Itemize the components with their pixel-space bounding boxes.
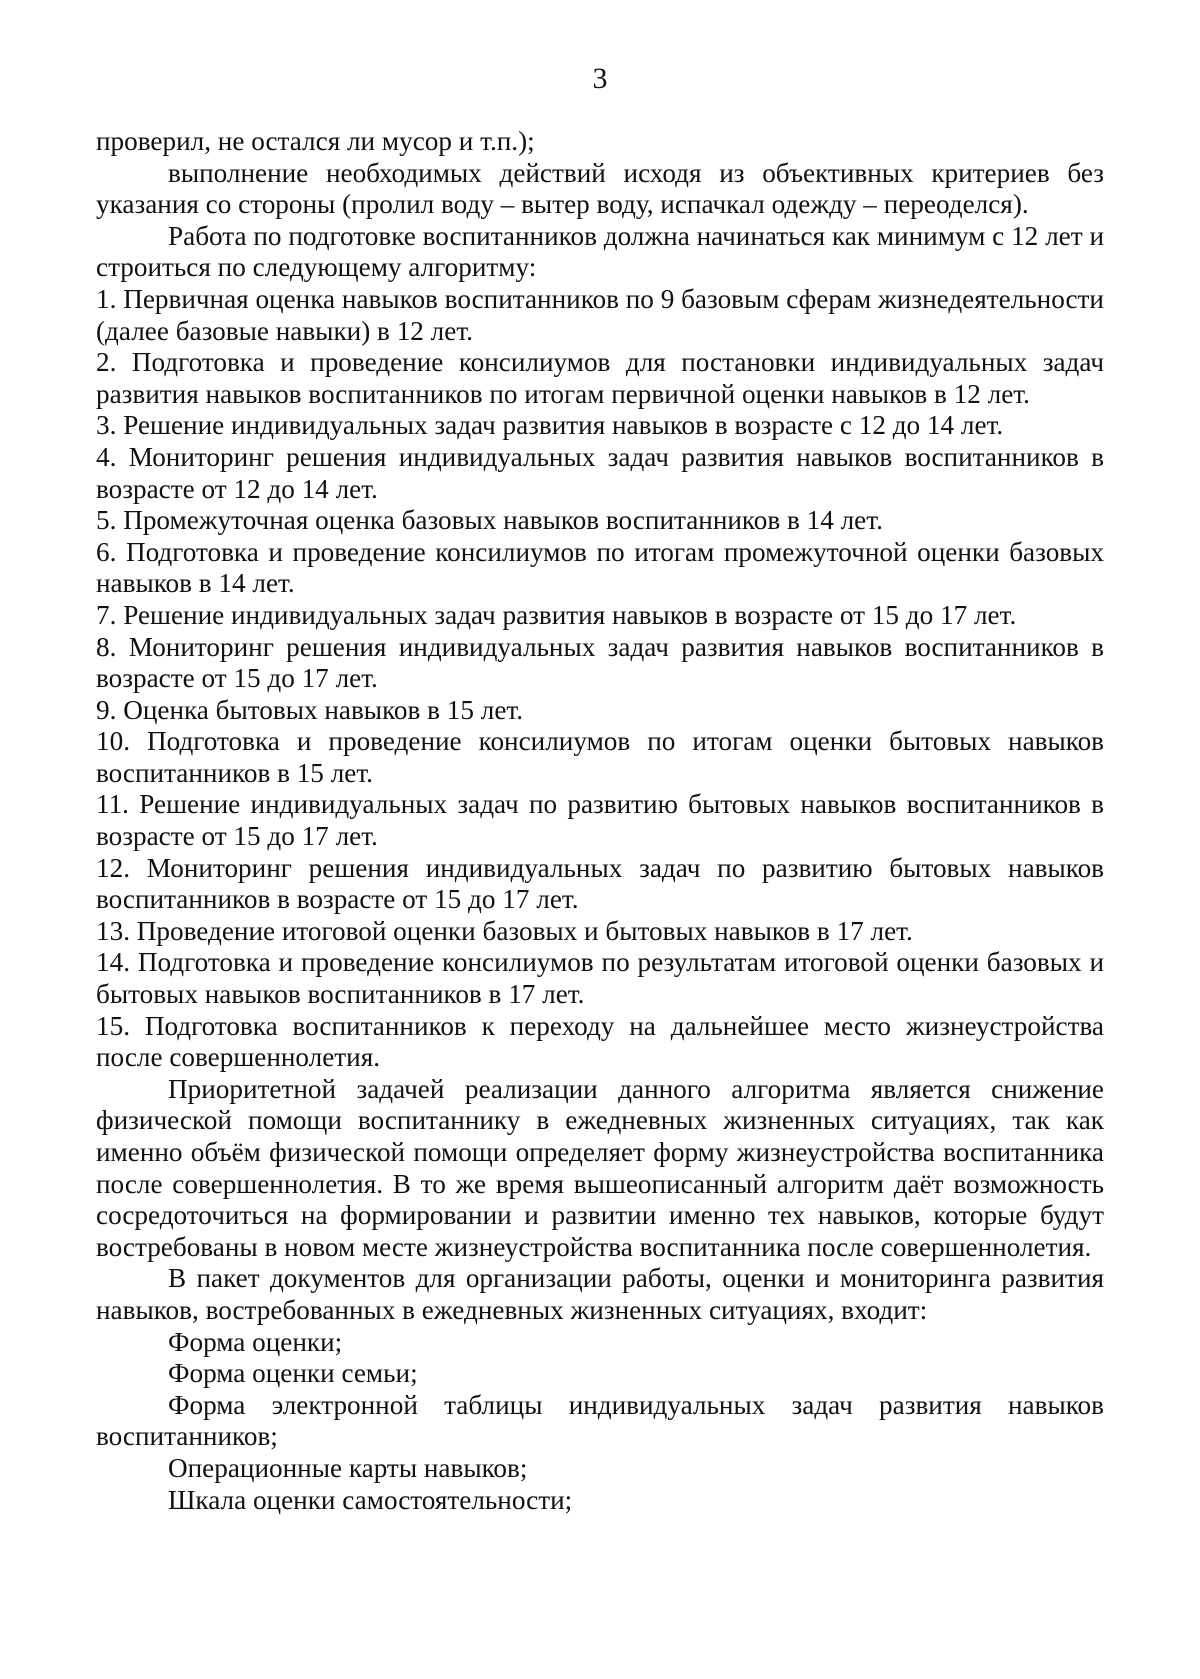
- paragraph-continuation: проверил, не остался ли мусор и т.п.);: [96, 126, 535, 156]
- algorithm-step-10: 10. Подготовка и проведение консилиумов по итогам оценки бытовых навыков воспитанников в 15 лет.: [96, 726, 1104, 788]
- paragraph-document-package: В пакет документов для организации работы, оценки и мониторинга развития навыков, востребованных в ежедневных жизненных ситуациях, входит:: [96, 1263, 1104, 1325]
- document-item-assessment-form: Форма оценки;: [168, 1326, 343, 1357]
- algorithm-step-3: 3. Решение индивидуальных задач развития навыков в возрасте с 12 до 14 лет.: [96, 410, 1004, 441]
- document-body: [96, 126, 1104, 1516]
- algorithm-step-13: 13. Проведение итоговой оценки базовых и бытовых навыков в 17 лет.: [96, 915, 913, 946]
- paragraph-algorithm-intro: Работа по подготовке воспитанников должна начинаться как минимум с 12 лет и строиться по следующему алгоритму:: [96, 220, 1104, 283]
- algorithm-step-6: 6. Подготовка и проведение консилиумов по итогам промежуточной оценки базовых навыков в 14 лет.: [96, 536, 1104, 599]
- algorithm-step-8: 8. Мониторинг решения индивидуальных задач развития навыков воспитанников в возрасте от 15 до 17 лет.: [96, 631, 1104, 694]
- paragraph-priority: Приоритетной задачей реализации данного алгоритма является снижение физической помощи воспитаннику в ежедневных жизненных ситуациях, так как именно объём физической помощи определяет форму жизнеустройства воспитанника после совершеннолетия. В то же время вышеописанный алгоритм даёт возможность сосредоточиться на формировании и развитии именно тех навыков, которые будут востребованы в новом месте жизнеустройства воспитанника после совершеннолетия.: [96, 1073, 1104, 1262]
- algorithm-step-1: 1. Первичная оценка навыков воспитанников по 9 базовым сферам жизнедеятельности (далее базовые навыки) в 12 лет.: [96, 283, 1104, 346]
- algorithm-step-7: 7. Решение индивидуальных задач развития навыков в возрасте от 15 до 17 лет.: [96, 599, 1017, 630]
- algorithm-step-15: 15. Подготовка воспитанников к переходу на дальнейшее место жизнеустройства после совершеннолетия.: [96, 1010, 1104, 1073]
- document-item-task-spreadsheet-form: Форма электронной таблицы индивидуальных задач развития навыков воспитанников;: [96, 1389, 1104, 1452]
- algorithm-step-5: 5. Промежуточная оценка базовых навыков воспитанников в 14 лет.: [96, 505, 883, 536]
- document-item-family-assessment-form: Форма оценки семьи;: [168, 1358, 418, 1389]
- algorithm-step-9: 9. Оценка бытовых навыков в 15 лет.: [96, 694, 524, 725]
- algorithm-step-12: 12. Мониторинг решения индивидуальных задач по развитию бытовых навыков воспитанников в возрасте от 15 до 17 лет.: [96, 852, 1104, 915]
- document-item-skill-operation-cards: Операционные карты навыков;: [168, 1452, 528, 1483]
- algorithm-step-4: 4. Мониторинг решения индивидуальных задач развития навыков воспитанников в возрасте от 12 до 14 лет.: [96, 441, 1104, 504]
- algorithm-step-11: 11. Решение индивидуальных задач по развитию бытовых навыков воспитанников в возрасте от 15 до 17 лет.: [96, 789, 1104, 852]
- page-number: 3: [592, 62, 608, 95]
- algorithm-step-14: 14. Подготовка и проведение консилиумов по результатам итоговой оценки базовых и бытовых навыков воспитанников в 17 лет.: [96, 947, 1104, 1010]
- document-item-independence-scale: Шкала оценки самостоятельности;: [168, 1484, 573, 1515]
- paragraph-actions: выполнение необходимых действий исходя из объективных критериев без указания со стороны (пролил воду – вытер воду, испачкал одежду – переоделся).: [96, 157, 1104, 220]
- algorithm-step-2: 2. Подготовка и проведение консилиумов для постановки индивидуальных задач развития навыков воспитанников по итогам первичной оценки навыков в 12 лет.: [96, 347, 1104, 409]
